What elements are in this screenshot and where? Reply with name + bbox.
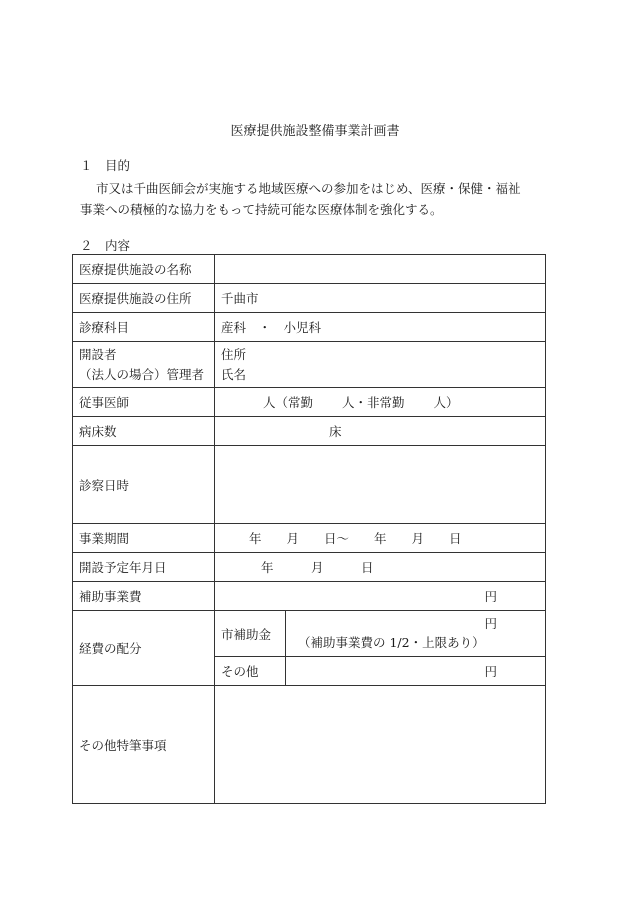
other-cost-label: その他	[215, 657, 286, 686]
purpose-text-line-2: 事業への積極的な協力をもって持続可能な医療体制を強化する。	[80, 202, 443, 217]
table-row	[73, 446, 546, 524]
project-period-label: 事業期間	[73, 524, 215, 553]
yen-unit: 円	[484, 589, 497, 604]
table-row	[73, 611, 546, 657]
table-row	[73, 686, 546, 804]
allocation-label: 経費の配分	[73, 611, 215, 686]
facility-address-field[interactable]: 千曲市	[215, 284, 546, 313]
founder-field[interactable]	[215, 342, 546, 388]
subsidy-cost-label: 補助事業費	[73, 582, 215, 611]
remarks-label: その他特筆事項	[73, 686, 215, 804]
facility-name-field[interactable]	[215, 255, 546, 284]
project-period-field[interactable]: 年 月 日～ 年 月 日	[215, 524, 546, 553]
city-subsidy-note: （補助事業費の 1/2・上限あり）	[298, 635, 485, 650]
opening-date-field[interactable]: 年 月 日	[215, 553, 546, 582]
founder-label	[73, 342, 215, 388]
departments-label: 診療科目	[73, 313, 215, 342]
section-heading-purpose: １ 目的	[80, 158, 131, 173]
yen-unit: 円	[484, 616, 497, 631]
city-subsidy-label: 市補助金	[215, 611, 286, 657]
facility-name-label: 医療提供施設の名称	[73, 255, 215, 284]
table-row	[73, 284, 546, 313]
subsidy-cost-field[interactable]	[215, 582, 546, 611]
table-row	[73, 417, 546, 446]
consultation-hours-field[interactable]	[215, 446, 546, 524]
yen-unit: 円	[484, 664, 497, 679]
remarks-field[interactable]	[215, 686, 546, 804]
founder-address-label: 住所	[221, 346, 247, 362]
table-row	[73, 255, 546, 284]
consultation-hours-label: 診察日時	[73, 446, 215, 524]
city-subsidy-field[interactable]	[286, 611, 546, 657]
purpose-text-line-1: 市又は千曲医師会が実施する地域医療への参加をはじめ、医療・保健・福祉	[96, 181, 521, 196]
table-row	[73, 553, 546, 582]
doctors-label: 従事医師	[73, 388, 215, 417]
other-cost-field[interactable]	[286, 657, 546, 686]
doctors-field[interactable]: 人（常勤 人・非常勤 人）	[215, 388, 546, 417]
beds-label: 病床数	[73, 417, 215, 446]
opening-date-label: 開設予定年月日	[73, 553, 215, 582]
table-row	[73, 342, 546, 388]
departments-field[interactable]: 産科 ・ 小児科	[215, 313, 546, 342]
founder-name-label: 氏名	[221, 366, 247, 382]
section-heading-content: ２ 内容	[80, 238, 131, 253]
table-row	[73, 313, 546, 342]
table-row	[73, 582, 546, 611]
document-title: 医療提供施設整備事業計画書	[230, 124, 400, 139]
table-row	[73, 388, 546, 417]
plan-form-table	[72, 254, 546, 804]
table-row	[73, 524, 546, 553]
founder-label-line-2: （法人の場合）管理者	[79, 366, 205, 382]
founder-label-line-1: 開設者	[79, 346, 117, 362]
beds-field[interactable]: 床	[215, 417, 546, 446]
facility-address-label: 医療提供施設の住所	[73, 284, 215, 313]
